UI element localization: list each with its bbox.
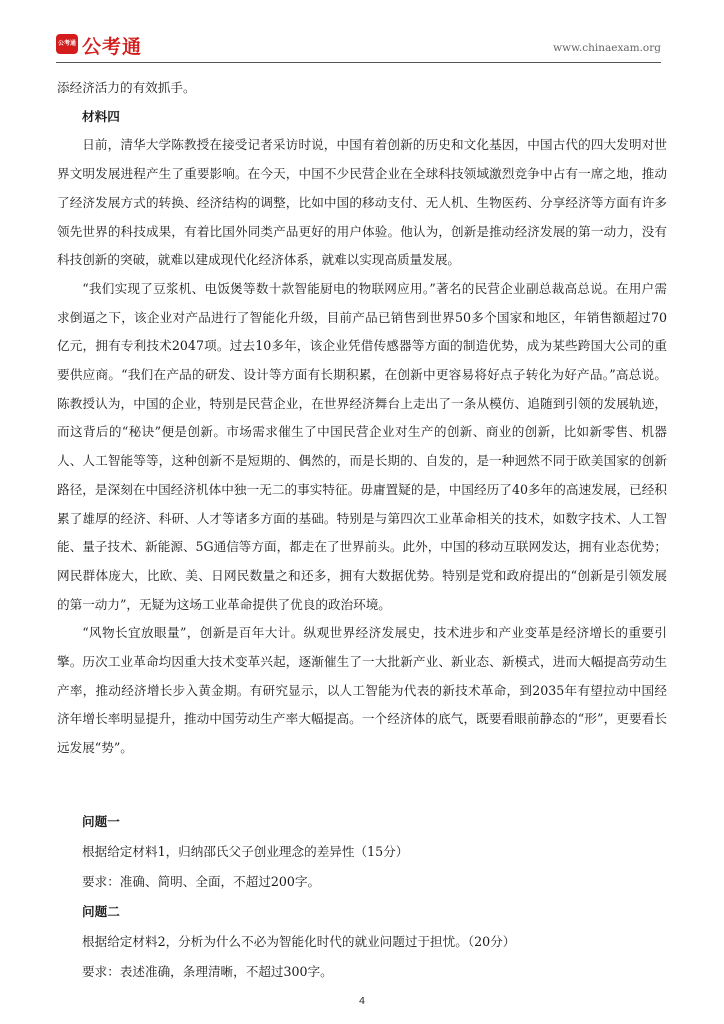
section-spacer — [57, 763, 667, 785]
question-2-requirement: 要求：表述准确，条理清晰，不超过300字。 — [82, 963, 333, 979]
paragraph-2: “我们实现了豆浆机、电饭煲等数十款智能厨电的物联网应用。”著名的民营企业副总裁高总说。在用户需求倒逼之下，该企业对产品进行了智能化升级，目前产品已销售到世界50多个国家和地区，年销售额超过70亿元，拥有专利技术2047项。过去10多年，该企业凭借传感器等方面的制造优势，成为某些跨国大公司的重要供应商。“我们在产品的研发、设计等方面有长期积累，在创新中更容易将好点子转化为好产品。”高总说。陈教授认为，中国的企业，特别是民营企业，在世界经济舞台上走出了一条从模仿、追随到引领的发展轨迹，而这背后的“秘诀”便是创新。市场需求催生了中国民营企业对生产的创新、商业的创新，比如新零售、机器人、人工智能等等，这种创新不是短期的、偶然的，而是长期的、自发的，是一种迥然不同于欧美国家的创新路径，是深刻在中国经济机体中独一无二的事实特征。毋庸置疑的是，中国经历了40多年的高速发展，已经积累了雄厚的经济、科研、人才等诸多方面的基础。特别是与第四次工业革命相关的技术，如数字技术、人工智能、量子技术、新能源、5G通信等方面，都走在了世界前头。此外，中国的移动互联网发达，拥有业态优势；网民群体庞大，比欧、美、日网民数量之和还多，拥有大数据优势。特别是党和政府提出的“创新是引领发展的第一动力”，无疑为这场工业革命提供了优良的政治环境。 — [57, 280, 667, 612]
question-2-prompt: 根据给定材料2，分析为什么不必为智能化时代的就业问题过于担忧。（20分） — [82, 933, 516, 949]
question-1-title: 问题一 — [82, 813, 120, 829]
brand-name: 公考通 — [82, 36, 143, 58]
site-url: www.chinaexam.org — [553, 42, 661, 54]
material-title: 材料四 — [82, 108, 120, 124]
section-spacer — [57, 785, 667, 807]
page-number: 4 — [358, 996, 366, 1007]
page-header — [56, 34, 661, 60]
header-divider — [56, 62, 661, 63]
document-body — [57, 74, 667, 987]
paragraph-3: “风物长宜放眼量”，创新是百年大计。纵观世界经济发展史，技术进步和产业变革是经济增长的重要引擎。历次工业革命均因重大技术变革兴起，逐渐催生了一大批新产业、新业态、新模式，进而大幅提高劳动生产率，推动经济增长步入黄金期。有研究显示，以人工智能为代表的新技术革命，到2035年有望拉动中国经济年增长率明显提升，推动中国劳动生产率大幅提高。一个经济体的底气，既要看眼前静态的“形”，更要看长远发展“势”。 — [57, 625, 667, 756]
question-2-title: 问题二 — [82, 903, 120, 919]
logo-icon: 公考通 — [56, 34, 78, 54]
question-1-prompt: 根据给定材料1，归纳邵氏父子创业理念的差异性（15分） — [82, 843, 409, 859]
paragraph-1: 日前，清华大学陈教授在接受记者采访时说，中国有着创新的历史和文化基因，中国古代的四大发明对世界文明发展进程产生了重要影响。在今天，中国不少民营企业在全球科技领域激烈竞争中占有一席之地，推动了经济发展方式的转换、经济结构的调整，比如中国的移动支付、无人机、生物医药、分享经济等方面有许多领先世界的科技成果，有着比国外同类产品更好的用户体验。他认为，创新是推动经济发展的第一动力，没有科技创新的突破，就难以建成现代化经济体系，就难以实现高质量发展。 — [57, 137, 667, 268]
opening-line: 添经济活力的有效抓手。 — [57, 80, 196, 95]
question-1-requirement: 要求：准确、简明、全面，不超过200字。 — [82, 873, 321, 889]
